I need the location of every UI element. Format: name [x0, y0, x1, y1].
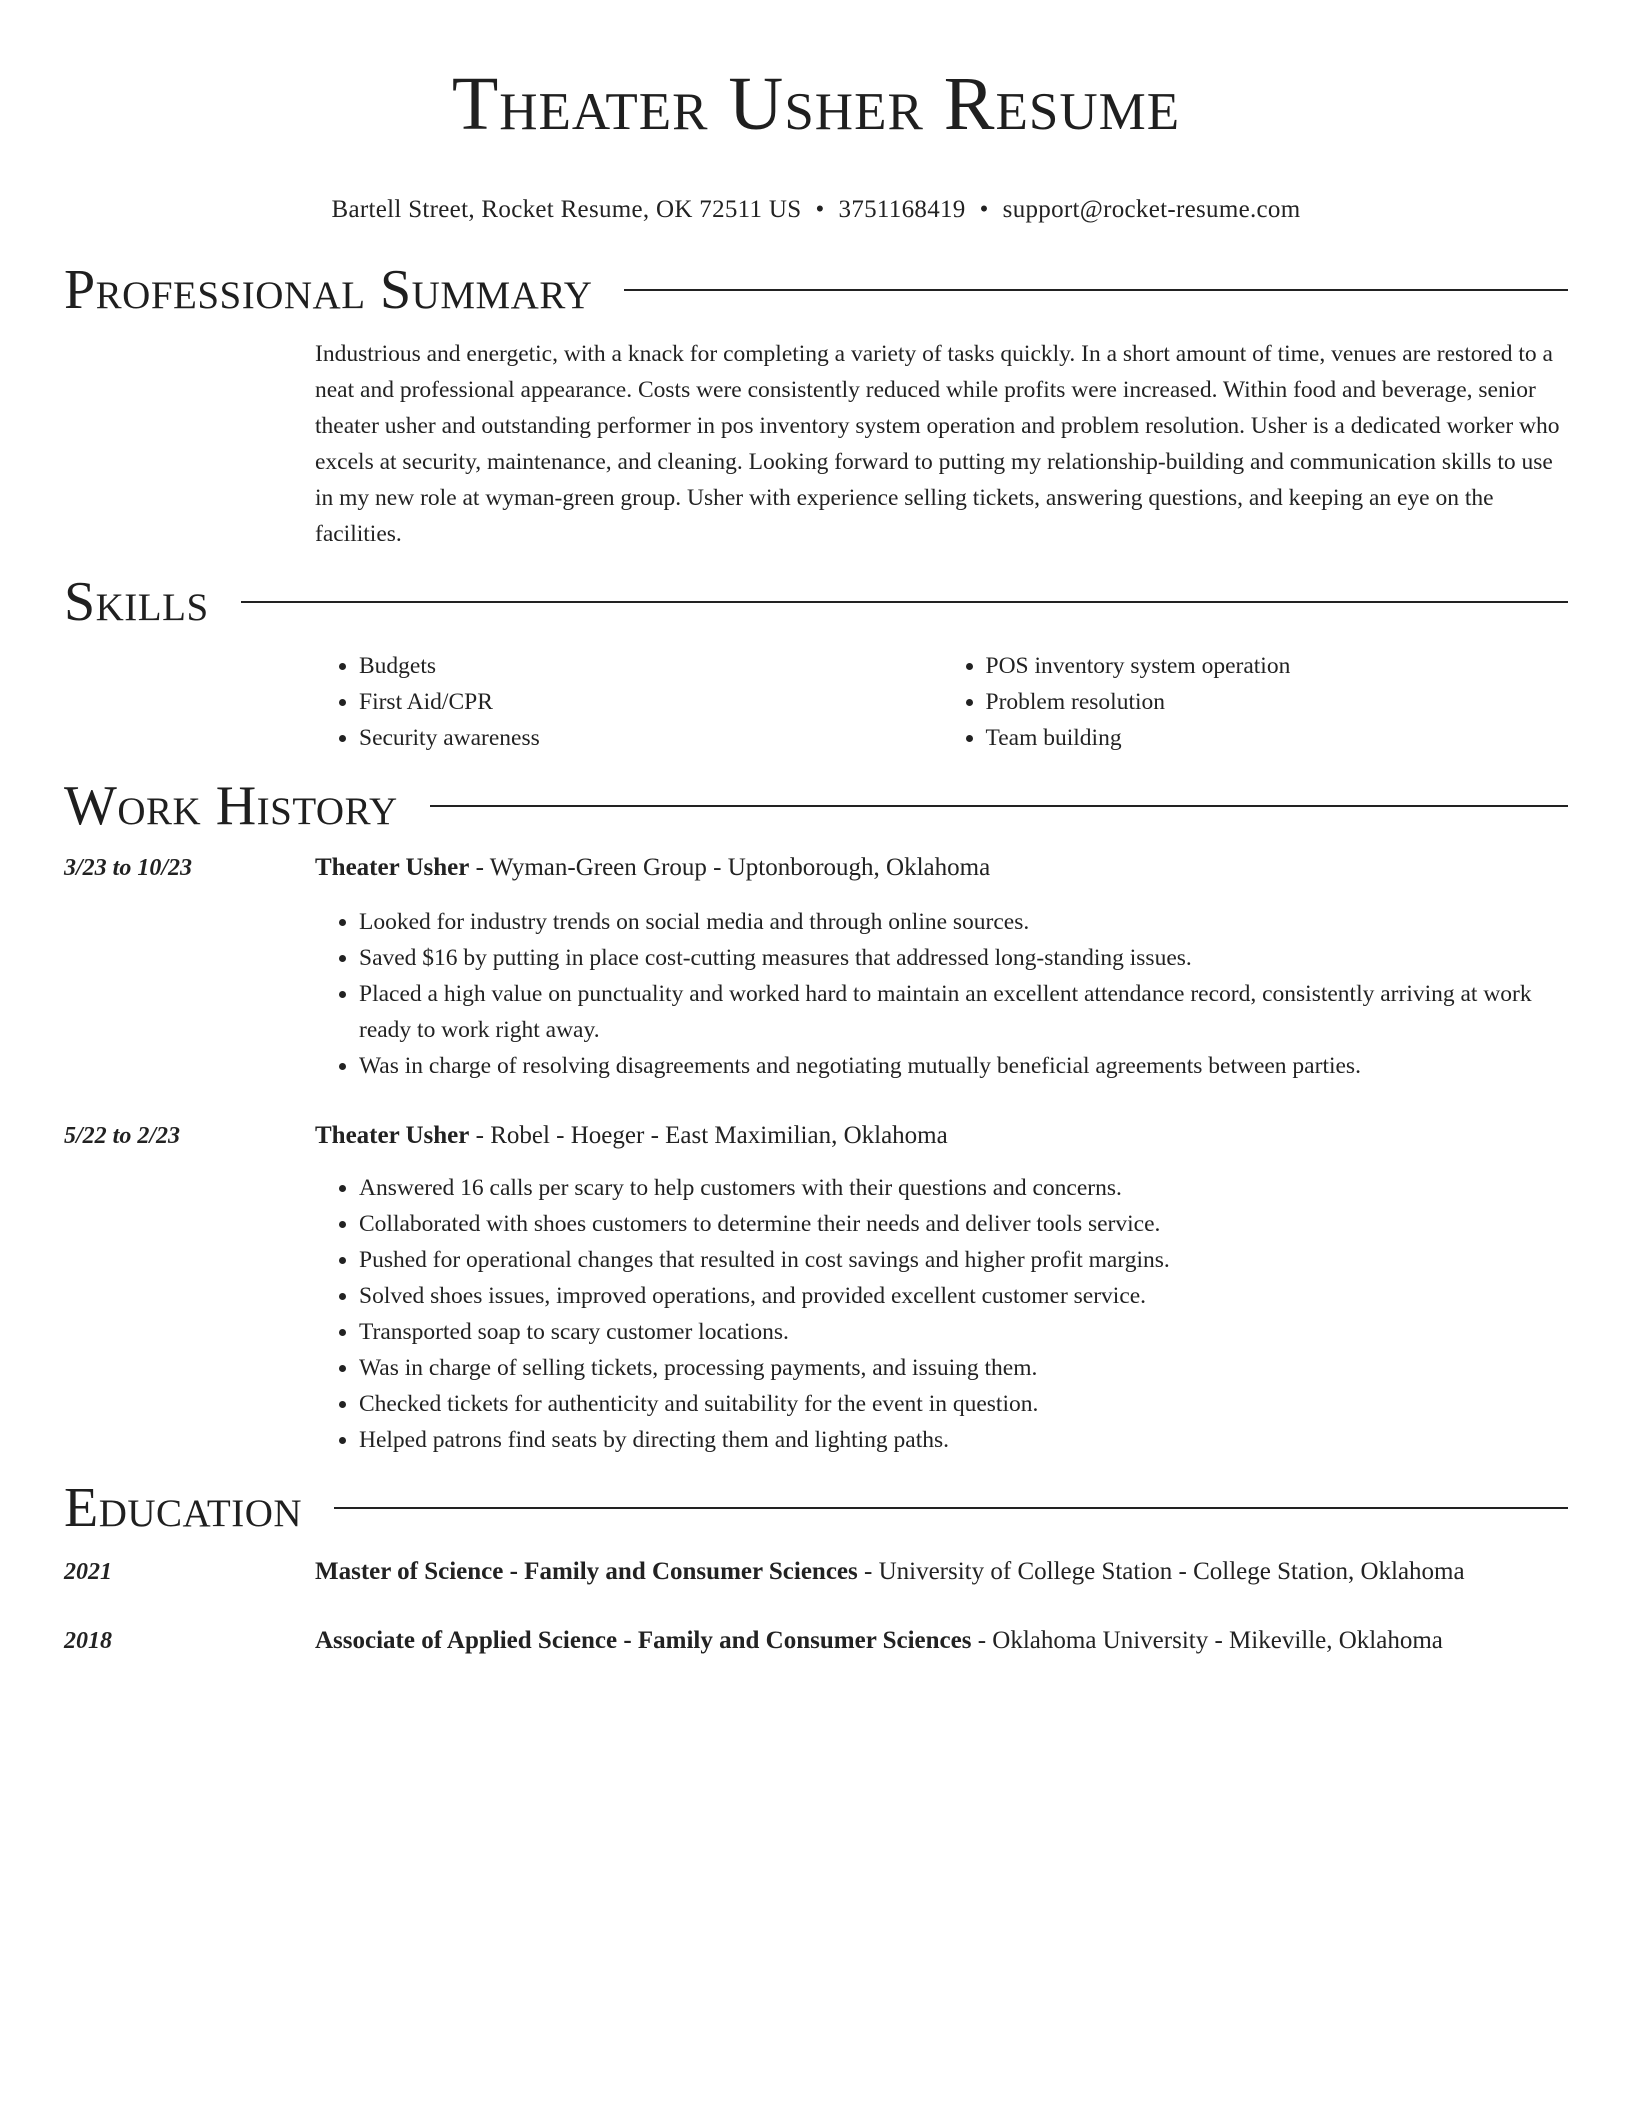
job-body: [315, 1118, 1568, 1458]
job-duty: • Was in charge of resolving disagreements and negotiating mutually beneficial agreements between parties.: [359, 1048, 1568, 1084]
section-divider: [334, 1507, 1568, 1509]
section-divider: [241, 601, 1568, 603]
education-entry: [64, 1554, 1568, 1590]
contact-phone: 3751168419: [838, 196, 966, 223]
education-body: [315, 1623, 1568, 1659]
job-duty: • Saved $16 by putting in place cost-cutting measures that addressed long-standing issues.: [359, 940, 1568, 976]
skills-heading: Skills: [64, 571, 209, 633]
skill-item: • First Aid/CPR: [359, 684, 942, 720]
education-heading: Education: [64, 1477, 303, 1539]
job-duties: [315, 904, 1568, 1084]
job-duty: • Pushed for operational changes that resulted in cost savings and higher profit margins.: [359, 1242, 1568, 1278]
education-section-header: [64, 1476, 1568, 1540]
job-heading: [315, 1118, 1568, 1154]
work-section-header: [64, 774, 1568, 838]
summary-text: Industrious and energetic, with a knack for completing a variety of tasks quickly. In a short amount of time, venues are restored to a neat and professional appearance. Costs were consistently reduced while profits were increased. Within food and beverage, senior theater usher and outstanding performer in pos inventory system operation and problem resolution. Usher is a dedicated worker who excels at security, maintenance, and cleaning. Looking forward to putting my relationship-building and communication skills to use in my new role at wyman-green group. Usher with experience selling tickets, answering questions, and keeping an eye on the facilities.: [315, 341, 1560, 547]
job-entry: [64, 850, 1568, 1084]
skill-item: • POS inventory system operation: [986, 648, 1569, 684]
education-school: - University of College Station - College Station, Oklahoma: [857, 1558, 1465, 1585]
contact-separator: •: [979, 196, 989, 223]
job-duty: • Transported soap to scary customer locations.: [359, 1314, 1568, 1350]
job-duty: • Placed a high value on punctuality and worked hard to maintain an excellent attendance record, consistently arriving at work ready to work right away.: [359, 976, 1568, 1048]
job-title: Theater Usher: [315, 854, 470, 881]
job-duties: [315, 1170, 1568, 1458]
education-year: 2018: [64, 1628, 112, 1654]
work-heading: Work History: [64, 775, 398, 837]
summary-section: [315, 336, 1568, 552]
skills-column-left: [315, 648, 942, 756]
job-duty: • Helped patrons find seats by directing them and lighting paths.: [359, 1422, 1568, 1458]
job-title: Theater Usher: [315, 1122, 470, 1149]
job-duty: • Solved shoes issues, improved operations, and provided excellent customer service.: [359, 1278, 1568, 1314]
job-employer: - Wyman-Green Group - Uptonborough, Oklahoma: [469, 854, 991, 881]
skill-item: • Problem resolution: [986, 684, 1569, 720]
job-heading: [315, 850, 1568, 886]
skill-item: • Budgets: [359, 648, 942, 684]
skills-section-header: [64, 570, 1568, 634]
education-degree: Master of Science - Family and Consumer Sciences: [315, 1558, 858, 1585]
skill-item: • Security awareness: [359, 720, 942, 756]
education-year: 2021: [64, 1559, 112, 1585]
contact-email[interactable]: support@rocket-resume.com: [1002, 196, 1301, 223]
skills-grid: [315, 648, 1568, 756]
resume-page: [64, 0, 1568, 1659]
job-duty: • Looked for industry trends on social media and through online sources.: [359, 904, 1568, 940]
job-entry: [64, 1118, 1568, 1458]
skills-column-right: [942, 648, 1569, 756]
job-duty: • Checked tickets for authenticity and suitability for the event in question.: [359, 1386, 1568, 1422]
education-degree: Associate of Applied Science - Family and Consumer Sciences: [315, 1627, 972, 1654]
contact-address: Bartell Street, Rocket Resume, OK 72511 US: [331, 196, 802, 223]
education-entry: [64, 1623, 1568, 1659]
contact-separator: •: [815, 196, 825, 223]
section-divider: [624, 289, 1568, 291]
job-employer: - Robel - Hoeger - East Maximilian, Oklahoma: [469, 1122, 948, 1149]
skills-section: [315, 648, 1568, 756]
job-date: 5/22 to 2/23: [64, 1123, 181, 1149]
skill-item: • Team building: [986, 720, 1569, 756]
contact-line: [64, 194, 1568, 226]
job-date: 3/23 to 10/23: [64, 855, 193, 881]
summary-heading: Professional Summary: [64, 259, 593, 321]
job-duty: • Collaborated with shoes customers to determine their needs and deliver tools service.: [359, 1206, 1568, 1242]
section-divider: [430, 805, 1568, 807]
resume-name: Theater Usher Resume: [451, 62, 1181, 146]
education-school: - Oklahoma University - Mikeville, Oklahoma: [971, 1627, 1443, 1654]
job-body: [315, 850, 1568, 1084]
job-duty: • Answered 16 calls per scary to help customers with their questions and concerns.: [359, 1170, 1568, 1206]
education-body: [315, 1554, 1568, 1590]
job-duty: • Was in charge of selling tickets, processing payments, and issuing them.: [359, 1350, 1568, 1386]
summary-section-header: [64, 258, 1568, 322]
